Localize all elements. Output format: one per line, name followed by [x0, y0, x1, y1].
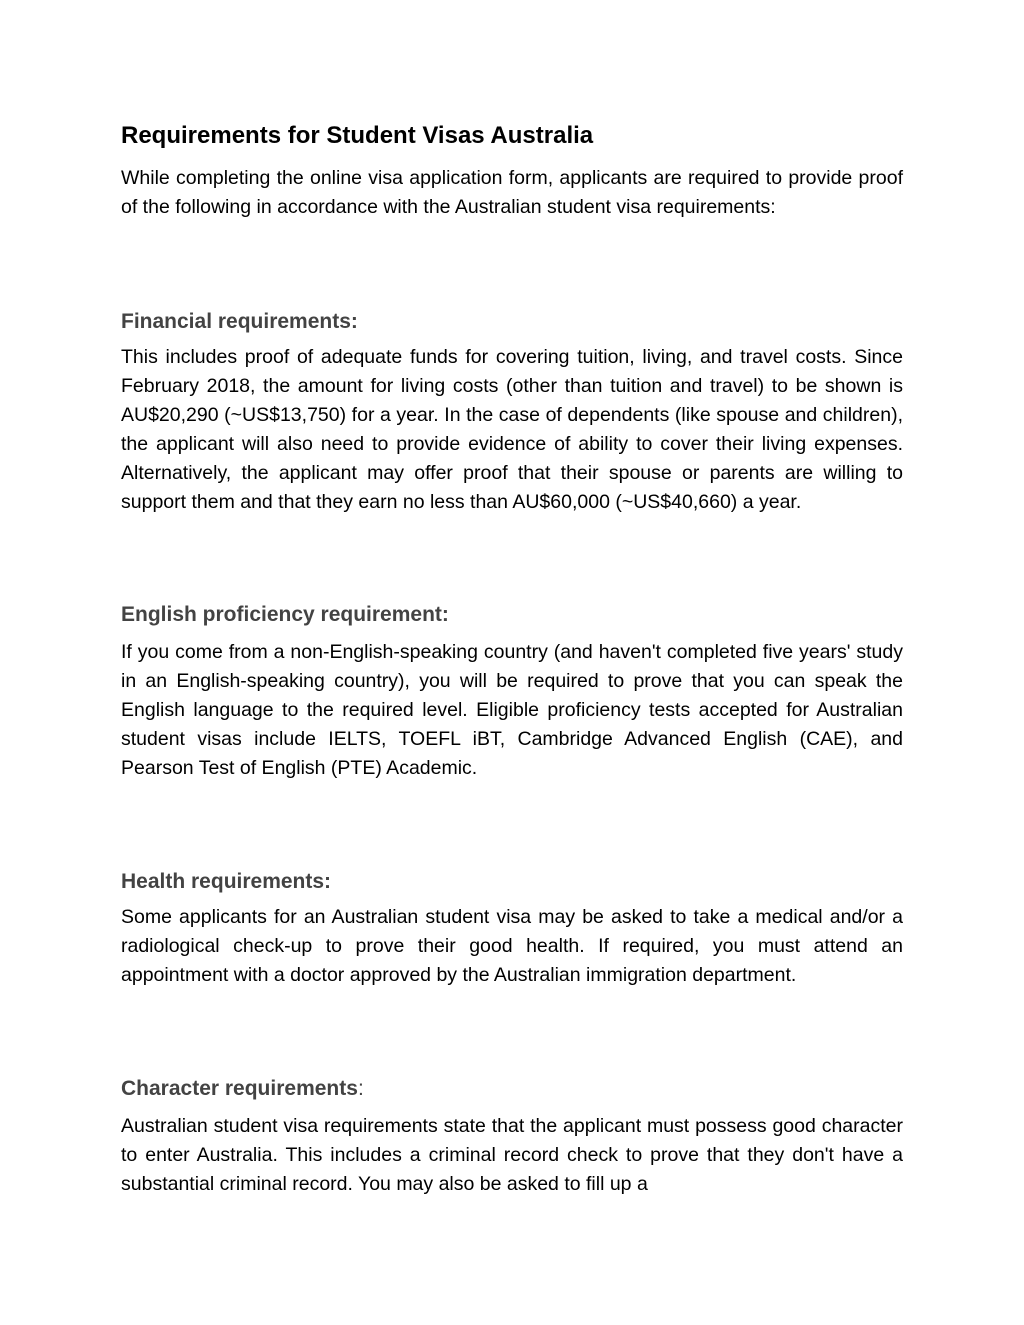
character-heading-label: Character requirements	[121, 1077, 358, 1100]
health-paragraph: Some applicants for an Australian student visa may be asked to take a medical and/or a radiological check-up to prove their good health. If required, you must attend an appointment with a doctor approved by the Australian immigration department.	[121, 906, 903, 986]
financial-heading: Financial requirements:	[121, 310, 358, 333]
character-paragraph: Australian student visa requirements state that the applicant must possess good character to enter Australia. This includes a criminal record check to prove that they don't have a substantial criminal record. You may also be asked to fill up a	[121, 1115, 903, 1195]
intro-paragraph: While completing the online visa application form, applicants are required to provide proof of the following in accordance with the Australian student visa requirements:	[121, 167, 903, 218]
financial-paragraph: This includes proof of adequate funds for covering tuition, living, and travel costs. Since February 2018, the amount for living costs (other than tuition and travel) to be shown is AU$20,290 (~US$13,750) for a year. In the case of dependents (like spouse and children), the applicant will also need to provide evidence of ability to cover their living expenses. Alternatively, the applicant may offer proof that their spouse or parents are willing to support them and that they earn no less than AU$60,000 (~US$40,660) a year.	[121, 346, 903, 513]
english-heading: English proficiency requirement:	[121, 603, 449, 626]
english-paragraph: If you come from a non-English-speaking country (and haven't completed five years' study in an English-speaking country), you will be required to prove that you can speak the English language to the required level. Eligible proficiency tests accepted for Australian student visas include IELTS, TOEFL iBT, Cambridge Advanced English (CAE), and Pearson Test of English (PTE) Academic.	[121, 641, 903, 779]
character-heading-colon: :	[357, 1077, 364, 1100]
health-heading: Health requirements:	[121, 870, 332, 893]
page-title: Requirements for Student Visas Australia	[121, 122, 594, 149]
character-heading	[121, 1075, 364, 1103]
